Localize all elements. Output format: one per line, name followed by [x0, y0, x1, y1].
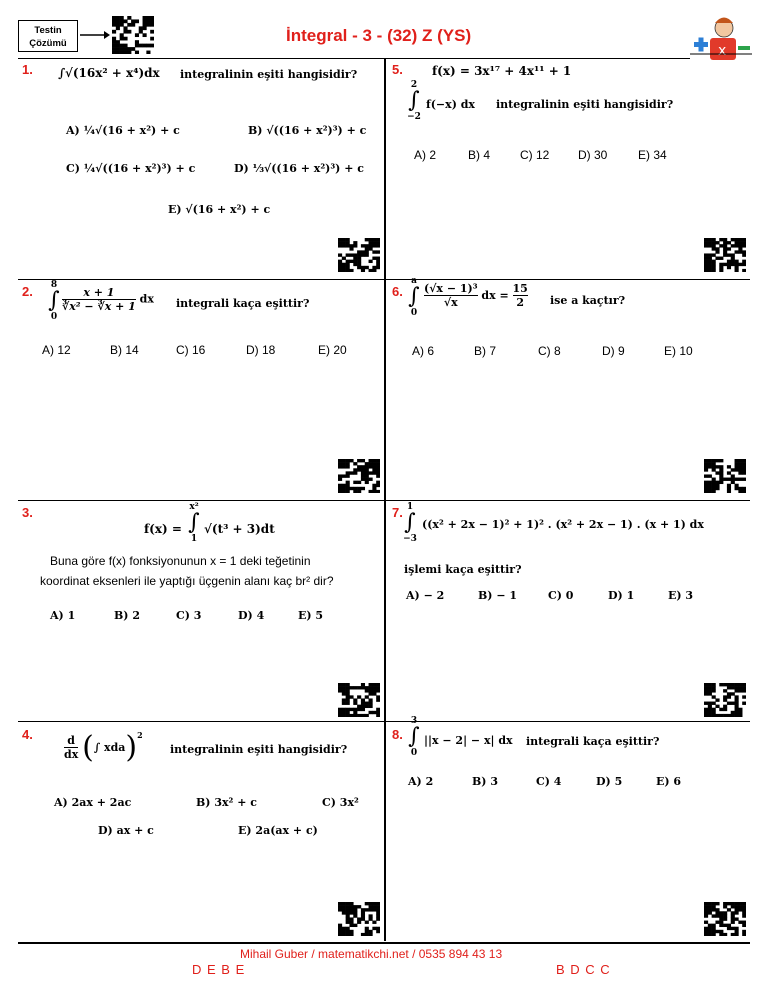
q8-prompt: integrali kaça eşittir?	[526, 735, 660, 748]
q1-option-d[interactable]: D) ⅓√((16 + x²)³) + c	[234, 162, 364, 175]
q5-option-a[interactable]: A) 2	[414, 148, 437, 162]
qr-code-icon[interactable]	[704, 902, 746, 936]
q2-numerator: x + 1	[83, 286, 115, 299]
q6-lower-limit: 0	[410, 308, 418, 318]
q1-option-e[interactable]: E) √(16 + x²) + c	[168, 203, 271, 216]
q7-integrand: ((x² + 2x − 1)² + 1)² . (x² + 2x − 1) . (x + 1) dx	[422, 518, 704, 531]
q1-expression: ∫√(16x² + x⁴)dx	[58, 66, 160, 80]
q7-lower-limit: −3	[403, 534, 417, 544]
q6-dx: dx =	[481, 289, 509, 302]
q8-option-d[interactable]: D) 5	[596, 775, 623, 788]
solution-box[interactable]	[18, 20, 78, 52]
qr-code-icon[interactable]	[338, 238, 380, 272]
q4-option-a[interactable]: A) 2ax + 2ac	[54, 796, 132, 809]
q2-denominator: ∛x² − ∛x + 1	[62, 300, 136, 313]
integral-sign: ∫	[48, 288, 60, 313]
q5-prompt: integralinin eşiti hangisidir?	[496, 98, 674, 111]
q5-option-c[interactable]: C) 12	[520, 148, 550, 162]
q6-upper-limit: a	[411, 276, 417, 286]
q5-upper-limit: 2	[410, 80, 418, 90]
question-number: 6.	[392, 284, 403, 299]
footer-rule	[18, 942, 750, 944]
q5-option-d[interactable]: D) 30	[578, 148, 608, 162]
row-divider-1	[18, 279, 750, 280]
q7-option-b[interactable]: B) − 1	[478, 589, 518, 602]
integral-sign: ∫	[408, 88, 420, 113]
q6-prompt: ise a kaçtır?	[550, 294, 626, 307]
page-title: İntegral - 3 - (32) Z (YS)	[286, 26, 472, 45]
q4-option-d[interactable]: D) ax + c	[98, 824, 154, 837]
q2-lower-limit: 0	[50, 312, 58, 322]
q3-option-c[interactable]: C) 3	[176, 609, 202, 622]
q4-prompt: integralinin eşiti hangisidir?	[170, 743, 348, 756]
q4-expression: $\frac{d}{dx}$ (∫ xda)$^2$	[64, 730, 143, 765]
q7-prompt: işlemi kaça eşittir?	[404, 563, 522, 576]
q2-prompt: integrali kaça eşittir?	[176, 297, 310, 310]
qr-code-icon[interactable]	[704, 683, 746, 717]
question-number: 3.	[22, 505, 33, 520]
q4-option-b[interactable]: B) 3x² + c	[196, 796, 257, 809]
math-kid-icon	[690, 14, 752, 64]
q3-text-line-2: koordinat eksenleri ile yaptığı üçgenin alanı kaç br² dir?	[40, 574, 334, 588]
row-divider-3	[18, 721, 750, 722]
question-number: 5.	[392, 62, 403, 77]
q2-option-e[interactable]: E) 20	[318, 343, 347, 357]
q8-option-a[interactable]: A) 2	[408, 775, 434, 788]
qr-code-icon[interactable]	[338, 459, 380, 493]
q7-option-d[interactable]: D) 1	[608, 589, 635, 602]
question-number: 7.	[392, 505, 403, 520]
q2-option-b[interactable]: B) 14	[110, 343, 139, 357]
question-number: 1.	[22, 62, 33, 77]
q8-option-b[interactable]: B) 3	[472, 775, 498, 788]
q2-upper-limit: 8	[50, 280, 58, 290]
qr-code-icon[interactable]	[704, 459, 746, 493]
header-rule	[18, 58, 690, 59]
q7-integral	[400, 502, 420, 544]
solution-box-label: Testin Çözümü	[29, 25, 67, 49]
q5-integral	[404, 80, 424, 122]
q3-option-d[interactable]: D) 4	[238, 609, 265, 622]
qr-code-icon[interactable]	[112, 16, 154, 54]
q1-option-b[interactable]: B) √((16 + x²)³) + c	[248, 124, 367, 137]
q2-option-a[interactable]: A) 12	[42, 343, 71, 357]
footer-author[interactable]: Mihail Guber / matematikchi.net / 0535 894 43 13	[240, 947, 503, 961]
q2-option-c[interactable]: C) 16	[176, 343, 206, 357]
answer-key-left: D E B E	[192, 962, 246, 977]
qr-code-icon[interactable]	[704, 238, 746, 272]
q4-inner: ∫ xda	[93, 741, 126, 754]
q3-integrand: √(t³ + 3)dt	[204, 522, 275, 536]
q6-option-e[interactable]: E) 10	[664, 344, 693, 358]
q2-integral	[44, 280, 64, 322]
svg-text:x: x	[718, 43, 727, 59]
q6-rhs-numerator: 15	[512, 282, 528, 295]
q5-option-b[interactable]: B) 4	[468, 148, 491, 162]
qr-code-icon[interactable]	[338, 683, 380, 717]
q3-option-e[interactable]: E) 5	[298, 609, 324, 622]
integral-sign: ∫	[408, 724, 420, 749]
q4-d: d	[67, 734, 75, 747]
question-number: 8.	[392, 727, 403, 742]
integral-sign: ∫	[188, 510, 200, 535]
q3-option-b[interactable]: B) 2	[114, 609, 140, 622]
q6-option-a[interactable]: A) 6	[412, 344, 435, 358]
q8-lower-limit: 0	[410, 748, 418, 758]
row-divider-2	[18, 500, 750, 501]
q4-dx: dx	[64, 748, 79, 761]
q2-fraction	[62, 286, 154, 313]
q5-lower-limit: −2	[407, 112, 421, 122]
q7-option-e[interactable]: E) 3	[668, 589, 694, 602]
q8-integrand: ||x − 2| − x| dx	[424, 734, 513, 747]
q2-dx: dx	[139, 292, 154, 306]
q6-expression	[424, 282, 528, 309]
q7-option-a[interactable]: A) − 2	[406, 589, 445, 602]
integral-sign: ∫	[404, 510, 416, 535]
q1-prompt: integralinin eşiti hangisidir?	[180, 68, 358, 81]
q1-option-a[interactable]: A) ¼√(16 + x²) + c	[66, 124, 180, 137]
q3-upper-limit: x²	[189, 502, 199, 512]
answer-key-right: B D C C	[556, 962, 611, 977]
q8-upper-limit: 3	[410, 716, 418, 726]
q7-upper-limit: 1	[406, 502, 414, 512]
q7-option-c[interactable]: C) 0	[548, 589, 574, 602]
q1-option-c[interactable]: C) ¼√((16 + x²)³) + c	[66, 162, 196, 175]
q2-option-d[interactable]: D) 18	[246, 343, 276, 357]
q3-lhs: f(x) =	[144, 522, 182, 536]
question-number: 4.	[22, 727, 33, 742]
q6-option-d[interactable]: D) 9	[602, 344, 625, 358]
q6-denominator: √x	[424, 295, 478, 309]
q5-option-e[interactable]: E) 34	[638, 148, 667, 162]
question-number: 2.	[22, 284, 33, 299]
q4-option-e[interactable]: E) 2a(ax + c)	[238, 824, 318, 837]
q4-option-c[interactable]: C) 3x²	[322, 796, 359, 809]
arrow-right-icon	[80, 30, 110, 40]
integral-sign: ∫	[408, 284, 420, 309]
q3-text-line-1: Buna göre f(x) fonksiyonunun x = 1 deki teğetinin	[50, 554, 311, 568]
q5-function: f(x) = 3x¹⁷ + 4x¹¹ + 1	[432, 64, 572, 78]
q8-option-e[interactable]: E) 6	[656, 775, 682, 788]
q6-numerator: (√x − 1)³	[424, 282, 478, 295]
qr-code-icon[interactable]	[338, 902, 380, 936]
q6-option-b[interactable]: B) 7	[474, 344, 497, 358]
q3-option-a[interactable]: A) 1	[50, 609, 76, 622]
q6-integral	[404, 276, 424, 318]
q3-integral	[184, 502, 204, 544]
q5-integrand: f(−x) dx	[426, 98, 475, 111]
q3-lower-limit: 1	[190, 534, 198, 544]
q4-power: 2	[137, 730, 143, 740]
q8-integral	[404, 716, 424, 758]
q6-rhs-denominator: 2	[513, 295, 528, 309]
q6-option-c[interactable]: C) 8	[538, 344, 561, 358]
q8-option-c[interactable]: C) 4	[536, 775, 562, 788]
